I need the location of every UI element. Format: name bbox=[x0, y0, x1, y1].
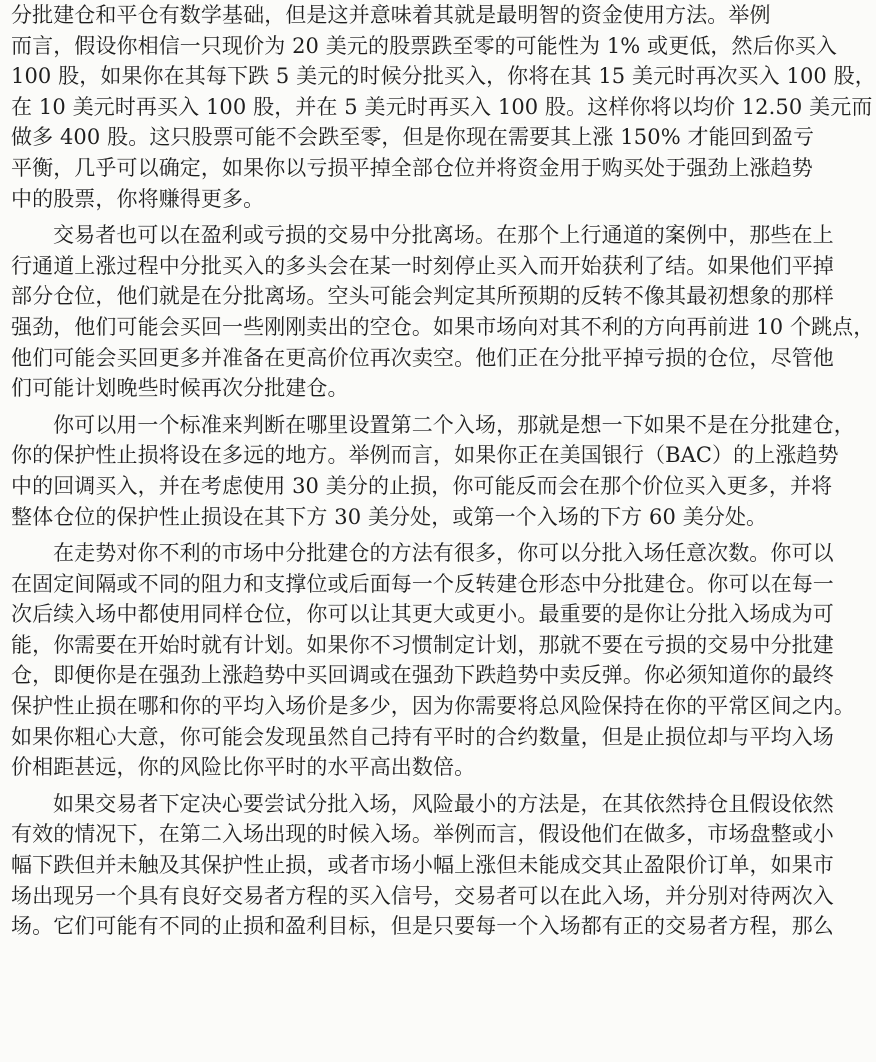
text-line: 强劲，他们可能会买回一些刚刚卖出的空仓。如果市场向对其不利的方向再前进 10 个跳点， bbox=[11, 314, 875, 339]
text-line: 你可以用一个标准来判断在哪里设置第二个入场，那就是想一下如果不是在分批建仓， bbox=[53, 412, 855, 437]
text-line: 幅下跌但并未触及其保护性止损，或者市场小幅上涨但未能成交其止盈限价订单，如果市 bbox=[11, 853, 834, 878]
paragraph-3 bbox=[11, 410, 855, 532]
text-line: 部分仓位，他们就是在分批离场。空头可能会判定其所预期的反转不像其最初想象的那样 bbox=[11, 284, 834, 309]
text-line: 有效的情况下，在第二入场出现的时候入场。举例而言，假设他们在做多，市场盘整或小 bbox=[11, 822, 834, 847]
text-line: 如果交易者下定决心要尝试分批入场，风险最小的方法是，在其依然持仓且假设依然 bbox=[53, 791, 834, 816]
text-line: 在固定间隔或不同的阻力和支撑位或后面每一个反转建仓形态中分批建仓。你可以在每一 bbox=[11, 571, 834, 596]
text-line: 而言，假设你相信一只现价为 20 美元的股票跌至零的可能性为 1% 或更低，然后你买入 bbox=[11, 33, 838, 58]
text-line: 在 10 美元时再买入 100 股，并在 5 美元时再买入 100 股。这样你将以均价 12.50 美元而 bbox=[11, 94, 873, 119]
text-line: 保护性止损在哪和你的平均入场价是多少，因为你需要将总风险保持在你的平常区间之内。 bbox=[11, 694, 855, 719]
text-line: 做多 400 股。这只股票可能不会跌至零，但是你现在需要其上涨 150% 才能回到盈亏 bbox=[11, 125, 815, 150]
paragraph-1 bbox=[11, 0, 876, 214]
text-line: 场出现另一个具有良好交易者方程的买入信号，交易者可以在此入场，并分别对待两次入 bbox=[11, 883, 834, 908]
document-page bbox=[11, 0, 876, 942]
text-line: 中的回调买入，并在考虑使用 30 美分的止损，你可能反而会在那个价位买入更多，并将 bbox=[11, 473, 833, 498]
text-line: 能，你需要在开始时就有计划。如果你不习惯制定计划，那就不要在亏损的交易中分批建 bbox=[11, 632, 834, 657]
text-line: 中的股票，你将赚得更多。 bbox=[11, 186, 265, 211]
text-line: 在走势对你不利的市场中分批建仓的方法有很多，你可以分批入场任意次数。你可以 bbox=[53, 541, 834, 566]
paragraph-2 bbox=[11, 220, 875, 404]
text-line: 交易者也可以在盈利或亏损的交易中分批离场。在那个上行通道的案例中，那些在上 bbox=[53, 223, 834, 248]
text-line: 价相距甚远，你的风险比你平时的水平高出数倍。 bbox=[11, 755, 476, 780]
text-line: 场。它们可能有不同的止损和盈利目标，但是只要每一个入场都有正的交易者方程，那么 bbox=[11, 914, 834, 939]
text-line: 分批建仓和平仓有数学基础，但是这并意味着其就是最明智的资金使用方法。举例 bbox=[11, 3, 771, 27]
paragraph-5 bbox=[11, 789, 834, 942]
text-line: 平衡，几乎可以确定，如果你以亏损平掉全部仓位并将资金用于购买处于强劲上涨趋势 bbox=[11, 155, 813, 180]
text-line: 你的保护性止损将设在多远的地方。举例而言，如果你正在美国银行（BAC）的上涨趋势 bbox=[11, 443, 839, 468]
text-line: 整体仓位的保护性止损设在其下方 30 美分处，或第一个入场的下方 60 美分处。 bbox=[11, 504, 768, 529]
text-line: 100 股，如果你在其每下跌 5 美元的时候分批买入，你将在其 15 美元时再次买入 100 股， bbox=[11, 64, 876, 89]
text-line: 行通道上涨过程中分批买入的多头会在某一时刻停止买入而开始获利了结。如果他们平掉 bbox=[11, 253, 834, 278]
text-line: 次后续入场中都使用同样仓位，你可以让其更大或更小。最重要的是你让分批入场成为可 bbox=[11, 602, 834, 627]
text-line: 他们可能会买回更多并准备在更高价位再次卖空。他们正在分批平掉亏损的仓位，尽管他 bbox=[11, 345, 834, 370]
text-line: 们可能计划晚些时候再次分批建仓。 bbox=[11, 376, 349, 401]
text-line: 仓，即便你是在强劲上涨趋势中买回调或在强劲下跌趋势中卖反弹。你必须知道你的最终 bbox=[11, 663, 834, 688]
text-line: 如果你粗心大意，你可能会发现虽然自己持有平时的合约数量，但是止损位却与平均入场 bbox=[11, 724, 834, 749]
paragraph-4 bbox=[11, 538, 855, 783]
